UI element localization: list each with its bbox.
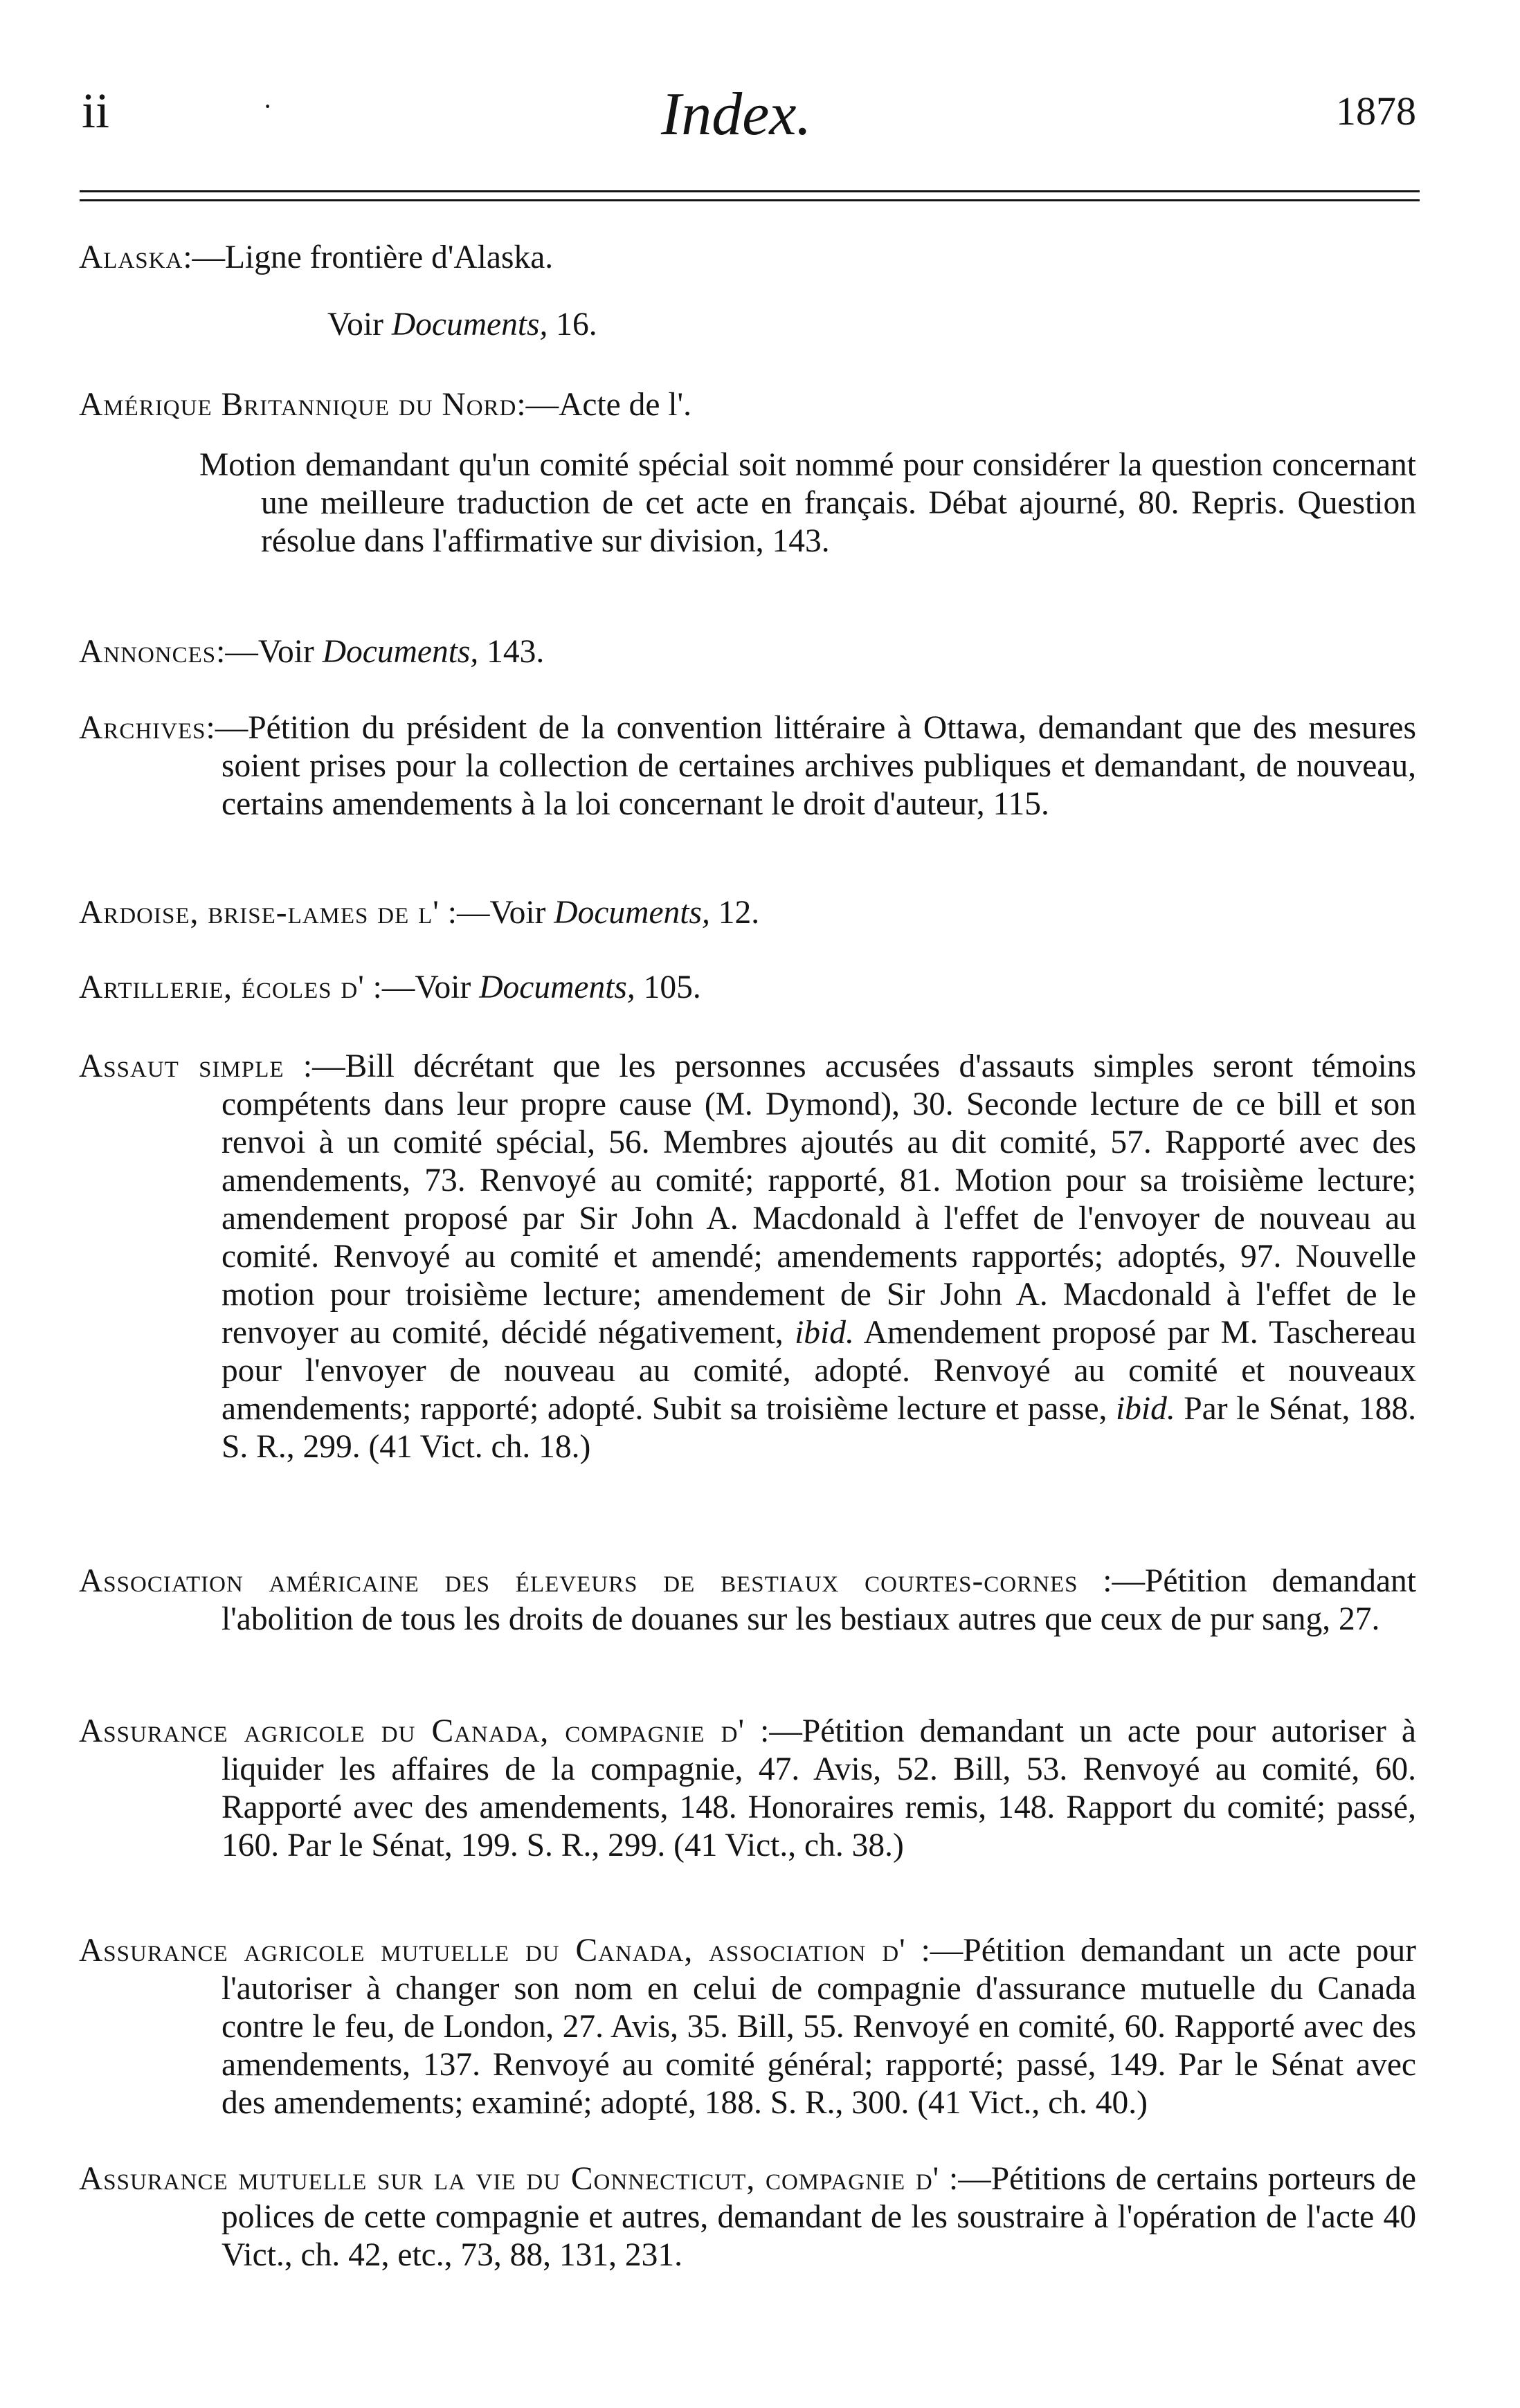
ibid-reference: ibid.: [1115, 1391, 1175, 1427]
entry-text: :—Acte de l'.: [516, 387, 691, 423]
index-entry-artillerie: [79, 969, 1416, 1007]
entry-heading: Assurance agricole mutuelle du Canada, association d': [79, 1933, 906, 1969]
entry-heading: Alaska: [79, 239, 183, 275]
entry-text: :—Ligne frontière d'Alaska.: [183, 239, 554, 275]
entry-body: Motion demandant qu'un comité spécial soit nommé pour considérer la question concernant une meilleure traduction de cet acte en français. Débat ajourné, 80. Repris. Question résolue dans l'affirmative sur division, 143.: [199, 447, 1416, 559]
entry-heading: Assurance mutuelle sur la vie du Connecticut, compagnie d': [79, 2161, 940, 2197]
entry-text: :—Pétitions de certains porteurs de polices de cette compagnie et autres, demandant de les soustraire à l'opération de l'acte 40 Vict., ch. 42, etc., 73, 88, 131, 231.: [221, 2161, 1416, 2273]
entry-heading: Archives: [79, 710, 206, 746]
reference-title: Documents,: [554, 895, 710, 931]
reference-page: 105.: [635, 969, 701, 1005]
entry-heading: Ardoise, brise-lames de l': [79, 895, 440, 931]
entry-heading: Annonces: [79, 634, 217, 670]
index-entry-association: [79, 1562, 1416, 1639]
index-entry-annonces: [79, 633, 1416, 671]
header-rule: [80, 190, 1420, 192]
entry-text: :—Pétition demandant l'abolition de tous les droits de douanes sur les bestiaux autres que ceux de pur sang, 27.: [221, 1563, 1416, 1637]
index-entry-assaut: [79, 1048, 1416, 1466]
reference-title: Documents,: [322, 634, 479, 670]
entry-text: :—Voir: [216, 634, 323, 670]
index-entry-alaska: [79, 239, 1416, 277]
entry-heading: Association américaine des éleveurs de bestiaux courtes-cornes: [79, 1563, 1078, 1599]
index-entry-assurance-agricole: [79, 1713, 1416, 1865]
index-entry-assurance-mutuelle: [79, 1932, 1416, 2122]
entry-text: Par le Sénat, 188. S. R., 299. (41 Vict. ch. 18.): [221, 1391, 1416, 1465]
entry-text: :—Voir: [364, 969, 480, 1005]
index-entry-ardoise: [79, 894, 1416, 932]
voir-label: Voir: [327, 307, 392, 343]
entry-reference: [327, 306, 597, 344]
reference-page: 16.: [548, 307, 597, 343]
reference-page: 143.: [478, 634, 545, 670]
index-entry-connecticut: [79, 2160, 1416, 2274]
entry-heading: Assaut simple: [79, 1048, 284, 1084]
entry-text: Amendement proposé par M. Taschereau pour l'envoyer de nouveau au comité, adopté. Renvoyé au comité et nouveaux amendements; rapporté; adopté. Subit sa troisième lecture et passe,: [221, 1315, 1416, 1427]
entry-text: :—Pétition demandant un acte pour l'autoriser à changer son nom en celui de compagnie d'assurance mutuelle du Canada contre le feu, de London, 27. Avis, 35. Bill, 55. Renvoyé en comité, 60. Rapporté avec des amendements, 137. Renvoyé au comité général; rapporté; passé, 149. Par le Sénat avec des amendements; examiné; adopté, 188. S. R., 300. (41 Vict., ch. 40.): [221, 1933, 1416, 2121]
entry-heading: Assurance agricole du Canada, compagnie d': [79, 1713, 745, 1749]
page-year: 1878: [1336, 89, 1416, 134]
reference-title: Documents,: [391, 307, 548, 343]
entry-text: :—Voir: [439, 895, 554, 931]
entry-text: :—Pétition demandant un acte pour autoriser à liquider les affaires de la compagnie, 47. Avis, 52. Bill, 53. Renvoyé au comité, 60. Rapporté avec des amendements, 148. Honoraires remis, 148. Rapport du comité; passé, 160. Par le Sénat, 199. S. R., 299. (41 Vict., ch. 38.): [221, 1713, 1416, 1863]
index-entry-archives: [79, 709, 1416, 823]
entry-text: :—Bill décrétant que les personnes accusées d'assauts simples seront témoins compétents dans leur propre cause (M. Dymond), 30. Seconde lecture de ce bill et son renvoi à un comité spécial, 56. Membres ajoutés au dit comité, 57. Rapporté avec des amendements, 73. Renvoyé au comité; rapporté, 81. Motion pour sa troisième lecture; amendement proposé par Sir John A. Macdonald à l'effet de l'envoyer de nouveau au comité. Renvoyé au comité et amendé; amendements rapportés; adoptés, 97. Nouvelle motion pour troisième lecture; amendement de Sir John A. Macdonald à l'effet de le renvoyer au comité, décidé négativement,: [221, 1048, 1417, 1351]
folio-number: ii: [82, 83, 110, 138]
page-title: Index.: [661, 81, 812, 148]
index-entry-amerique: [79, 386, 1416, 424]
reference-title: Documents,: [479, 969, 635, 1005]
entry-heading: Amérique Britannique du Nord: [79, 387, 517, 423]
header-rule: [80, 199, 1420, 201]
reference-page: 12.: [709, 895, 760, 931]
header-dot: ·: [263, 91, 273, 122]
entry-heading: Artillerie, écoles d': [79, 969, 365, 1005]
entry-text: :—Pétition du président de la convention littéraire à Ottawa, demandant que des mesures soient prises pour la collection de certaines archives publiques et demandant, de nouveau, certains amendements à la loi concernant le droit d'auteur, 115.: [206, 710, 1416, 822]
ibid-reference: ibid.: [795, 1315, 854, 1351]
